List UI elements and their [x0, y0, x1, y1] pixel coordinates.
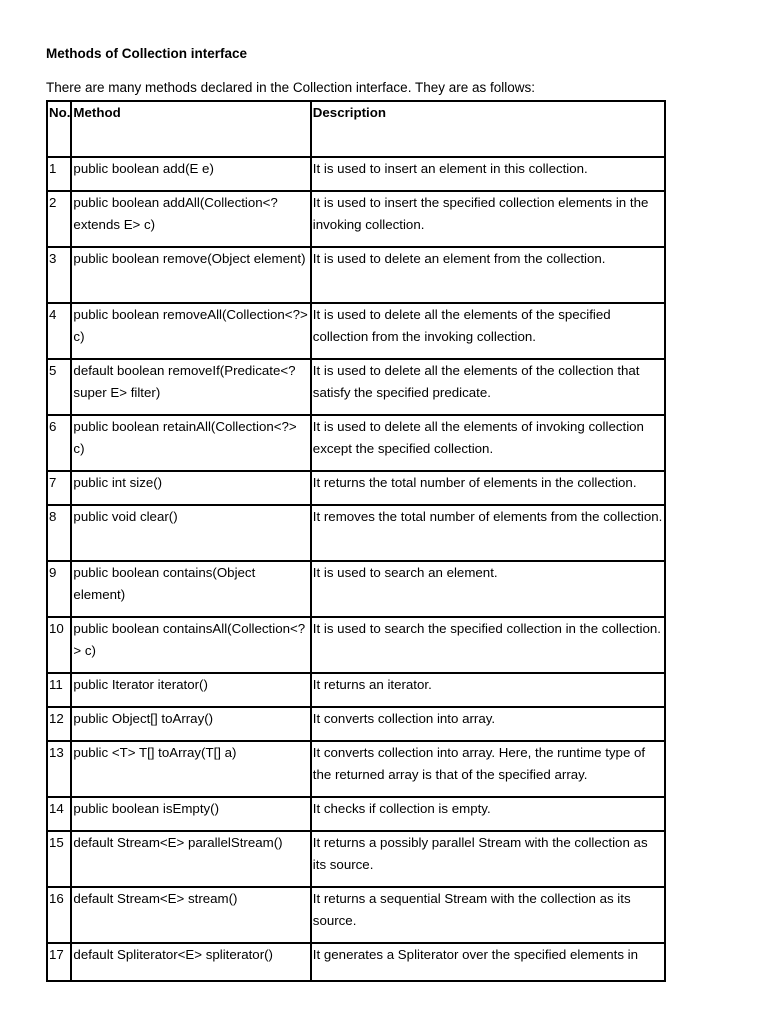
- row-description: It is used to search the specified collection in the collection.: [311, 617, 665, 673]
- row-no: 15: [47, 831, 71, 887]
- row-no: 4: [47, 303, 71, 359]
- row-method: default Spliterator<E> spliterator(): [71, 943, 310, 981]
- row-method: public boolean removeAll(Collection<?> c): [71, 303, 310, 359]
- row-description: It returns an iterator.: [311, 673, 665, 707]
- table-row: [47, 617, 665, 673]
- row-description: It returns the total number of elements in the collection.: [311, 471, 665, 505]
- table-row: [47, 471, 665, 505]
- row-no: 14: [47, 797, 71, 831]
- row-no: 12: [47, 707, 71, 741]
- row-method: public boolean add(E e): [71, 157, 310, 191]
- row-no: 16: [47, 887, 71, 943]
- row-no: 10: [47, 617, 71, 673]
- row-no: 7: [47, 471, 71, 505]
- row-description: It checks if collection is empty.: [311, 797, 665, 831]
- row-description: It converts collection into array. Here, the runtime type of the returned array is that of the specified array.: [311, 741, 665, 797]
- table-row: [47, 797, 665, 831]
- table-row: [47, 191, 665, 247]
- header-no: No.: [47, 101, 71, 157]
- row-method: default Stream<E> parallelStream(): [71, 831, 310, 887]
- row-no: 17: [47, 943, 71, 981]
- row-method: public boolean contains(Object element): [71, 561, 310, 617]
- table-row: [47, 707, 665, 741]
- row-no: 8: [47, 505, 71, 561]
- row-method: public boolean isEmpty(): [71, 797, 310, 831]
- header-description: Description: [311, 101, 665, 157]
- methods-table: [46, 100, 666, 982]
- table-row: [47, 741, 665, 797]
- table-row: [47, 673, 665, 707]
- row-method: public boolean retainAll(Collection<?> c): [71, 415, 310, 471]
- row-no: 2: [47, 191, 71, 247]
- row-description: It is used to delete all the elements of the collection that satisfy the specified predicate.: [311, 359, 665, 415]
- row-method: public boolean remove(Object element): [71, 247, 310, 303]
- row-method: default Stream<E> stream(): [71, 887, 310, 943]
- row-method: public boolean containsAll(Collection<?> c): [71, 617, 310, 673]
- row-no: 5: [47, 359, 71, 415]
- row-description: It is used to delete an element from the collection.: [311, 247, 665, 303]
- table-row: [47, 415, 665, 471]
- table-row: [47, 359, 665, 415]
- table-row: [47, 247, 665, 303]
- row-description: It is used to delete all the elements of invoking collection except the specified collection.: [311, 415, 665, 471]
- row-method: public int size(): [71, 471, 310, 505]
- row-method: public <T> T[] toArray(T[] a): [71, 741, 310, 797]
- row-description: It is used to search an element.: [311, 561, 665, 617]
- row-description: It returns a sequential Stream with the collection as its source.: [311, 887, 665, 943]
- row-no: 1: [47, 157, 71, 191]
- row-description: It converts collection into array.: [311, 707, 665, 741]
- table-header-row: [47, 101, 665, 157]
- header-method: Method: [71, 101, 310, 157]
- section-heading: Methods of Collection interface: [46, 46, 248, 61]
- row-method: public Iterator iterator(): [71, 673, 310, 707]
- row-method: public void clear(): [71, 505, 310, 561]
- table-row: [47, 887, 665, 943]
- row-no: 11: [47, 673, 71, 707]
- row-method: default boolean removeIf(Predicate<? super E> filter): [71, 359, 310, 415]
- row-no: 6: [47, 415, 71, 471]
- row-method: public Object[] toArray(): [71, 707, 310, 741]
- row-description: It removes the total number of elements from the collection.: [311, 505, 665, 561]
- table-row: [47, 943, 665, 981]
- row-no: 13: [47, 741, 71, 797]
- table-row: [47, 831, 665, 887]
- row-description: It is used to delete all the elements of the specified collection from the invoking collection.: [311, 303, 665, 359]
- table-row: [47, 303, 665, 359]
- table-row: [47, 561, 665, 617]
- table-row: [47, 157, 665, 191]
- table-row: [47, 505, 665, 561]
- row-description: It is used to insert an element in this collection.: [311, 157, 665, 191]
- row-method: public boolean addAll(Collection<? extends E> c): [71, 191, 310, 247]
- row-no: 3: [47, 247, 71, 303]
- row-description: It returns a possibly parallel Stream with the collection as its source.: [311, 831, 665, 887]
- row-description: It generates a Spliterator over the specified elements in: [311, 943, 665, 981]
- intro-paragraph: There are many methods declared in the Collection interface. They are as follows:: [46, 80, 535, 95]
- row-description: It is used to insert the specified collection elements in the invoking collection.: [311, 191, 665, 247]
- row-no: 9: [47, 561, 71, 617]
